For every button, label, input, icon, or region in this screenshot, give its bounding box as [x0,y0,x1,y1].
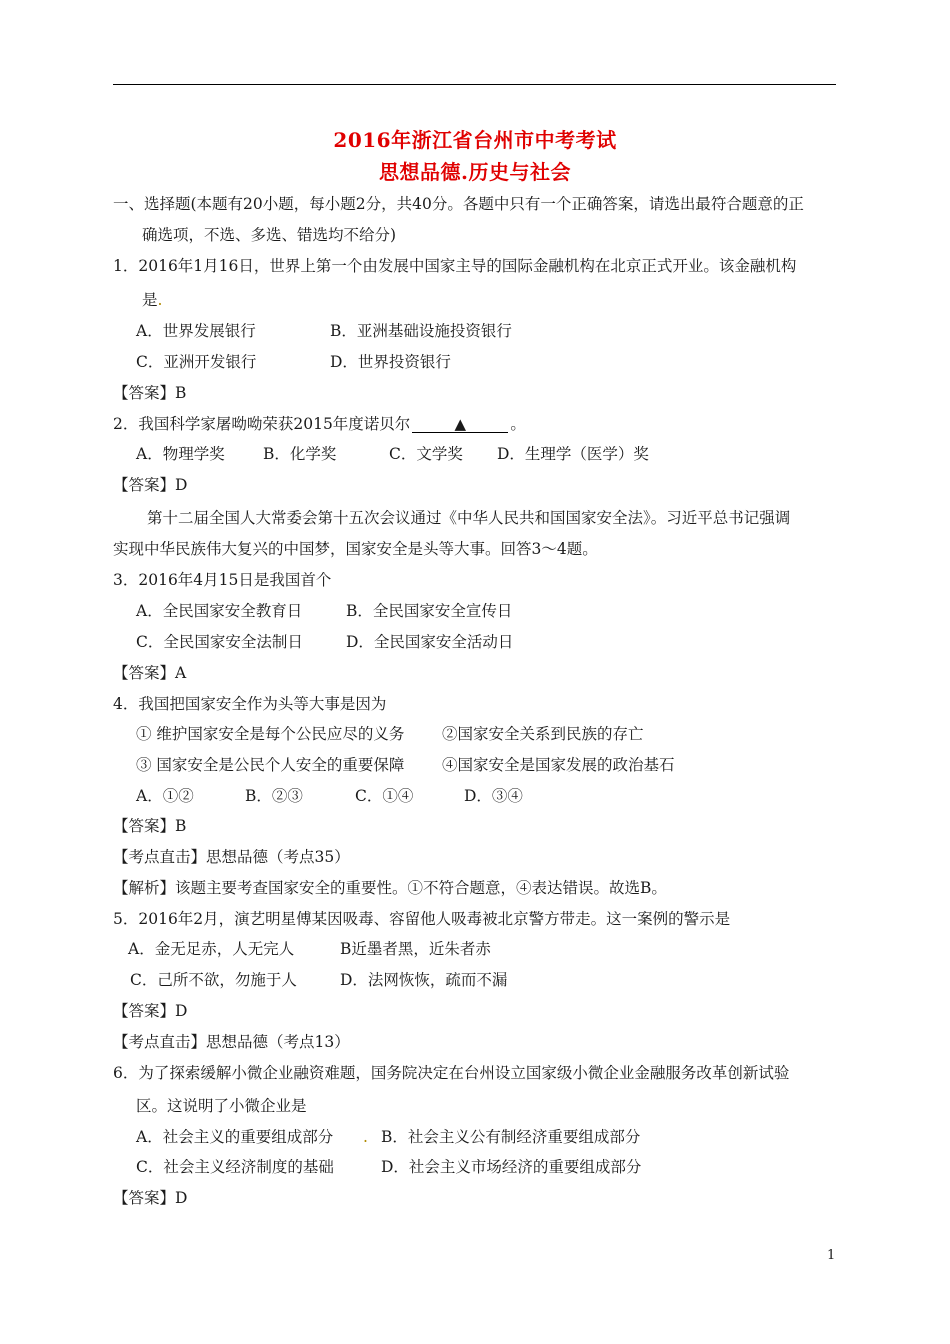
exam-subtitle: 思想品德.历史与社会 [379,160,571,184]
q1-answer: 【答案】B [113,384,187,402]
q4-stem: 4．我国把国家安全作为头等大事是因为 [113,695,387,713]
q6-option-a-text: A．社会主义的重要组成部分 [136,1128,334,1146]
q2-option-d: D．生理学（医学）奖 [497,445,649,463]
header-rule [113,84,836,85]
q5-answer: 【答案】D [113,1002,188,1020]
q6-answer: 【答案】D [113,1189,188,1207]
q5-exam-point: 【考点直击】思想品德（考点13） [113,1033,350,1051]
q2-stem [113,414,526,434]
q4-option-a: A．①② [136,787,194,805]
q4-exam-point: 【考点直击】思想品德（考点35） [113,848,350,866]
q1-stem-text: 是 [142,291,158,309]
q2-option-c: C．文学奖 [389,445,463,463]
q3-option-d: D．全民国家安全活动日 [346,633,514,651]
section-instruction-line2: 确选项，不选、多选、错选均不给分) [142,226,397,244]
q6-option-a [136,1127,333,1147]
q1-option-a: A．世界发展银行 [136,322,256,340]
q6-option-c: C．社会主义经济制度的基础 [136,1158,334,1176]
q6-stem-line2: 区。这说明了小微企业是 [136,1097,307,1115]
q4-statement-2: ②国家安全关系到民族的存亡 [442,725,644,743]
q5-option-a: A．金无足赤，人无完人 [128,940,295,958]
q2-answer: 【答案】D [113,476,188,494]
q1-stem-line1: 1．2016年1月16日，世界上第一个由发展中国家主导的国际金融机构在北京正式开业。该金融机构 [113,257,797,275]
q2-stem-end: 。 [510,415,526,433]
passage-line2: 实现中华民族伟大复兴的中国梦，国家安全是头等大事。回答3～4题。 [113,540,598,558]
q3-answer: 【答案】A [113,664,187,682]
q4-statement-3: ③ 国家安全是公民个人安全的重要保障 [136,756,405,774]
q1-option-d: D．世界投资银行 [330,353,451,371]
section-instruction-line1: 一、选择题(本题有20小题，每小题2分，共40分。各题中只有一个正确答案，请选出最符合题意的正 [113,195,804,213]
q5-stem: 5．2016年2月，演艺明星傅某因吸毒、容留他人吸毒被北京警方带走。这一案例的警示是 [113,910,731,928]
q4-option-b: B．②③ [245,787,303,805]
q3-stem: 3．2016年4月15日是我国首个 [113,571,332,589]
q2-option-b: B．化学奖 [263,445,337,463]
q1-stem-line2 [142,290,162,310]
q3-option-a: A．全民国家安全教育日 [136,602,303,620]
q6-option-b: B．社会主义公有制经济重要组成部分 [381,1128,641,1146]
q6-option-d: D．社会主义市场经济的重要组成部分 [381,1158,642,1176]
q3-option-b: B．全民国家安全宣传日 [346,602,513,620]
q6-stem-line1: 6．为了探索缓解小微企业融资难题，国务院决定在台州设立国家级小微企业金融服务改革创新试验 [113,1064,790,1082]
q2-option-a: A．物理学奖 [136,445,225,463]
q2-answer-blank [412,416,508,433]
triangle-marker-icon: ▲ [454,415,467,433]
q2-stem-text: 2．我国科学家屠呦呦荣获2015年度诺贝尔 [113,415,411,433]
passage-line1: 第十二届全国人大常委会第十五次会议通过《中华人民共和国国家安全法》。习近平总书记强调 [147,509,791,527]
q4-statement-4: ④国家安全是国家发展的政治基石 [442,756,675,774]
q4-statement-1: ① 维护国家安全是每个公民应尽的义务 [136,725,405,743]
q4-option-d: D．③④ [464,787,523,805]
q5-option-c: C．己所不欲，勿施于人 [130,971,297,989]
q1-option-c: C．亚洲开发银行 [136,353,257,371]
q5-option-d: D．法网恢恢，疏而不漏 [340,971,508,989]
q1-stem-dot: . [157,291,163,309]
q1-option-b: B．亚洲基础设施投资银行 [330,322,512,340]
q4-answer: 【答案】B [113,817,187,835]
page-number: 1 [827,1248,836,1263]
q6-option-a-dot: . [363,1128,368,1146]
q4-option-c: C．①④ [355,787,414,805]
q4-analysis: 【解析】该题主要考查国家安全的重要性。①不符合题意，④表达错误。故选B。 [113,879,667,897]
q3-option-c: C．全民国家安全法制日 [136,633,303,651]
exam-title: 2016年浙江省台州市中考考试 [333,128,617,152]
q5-option-b: B近墨者黑，近朱者赤 [340,940,491,958]
